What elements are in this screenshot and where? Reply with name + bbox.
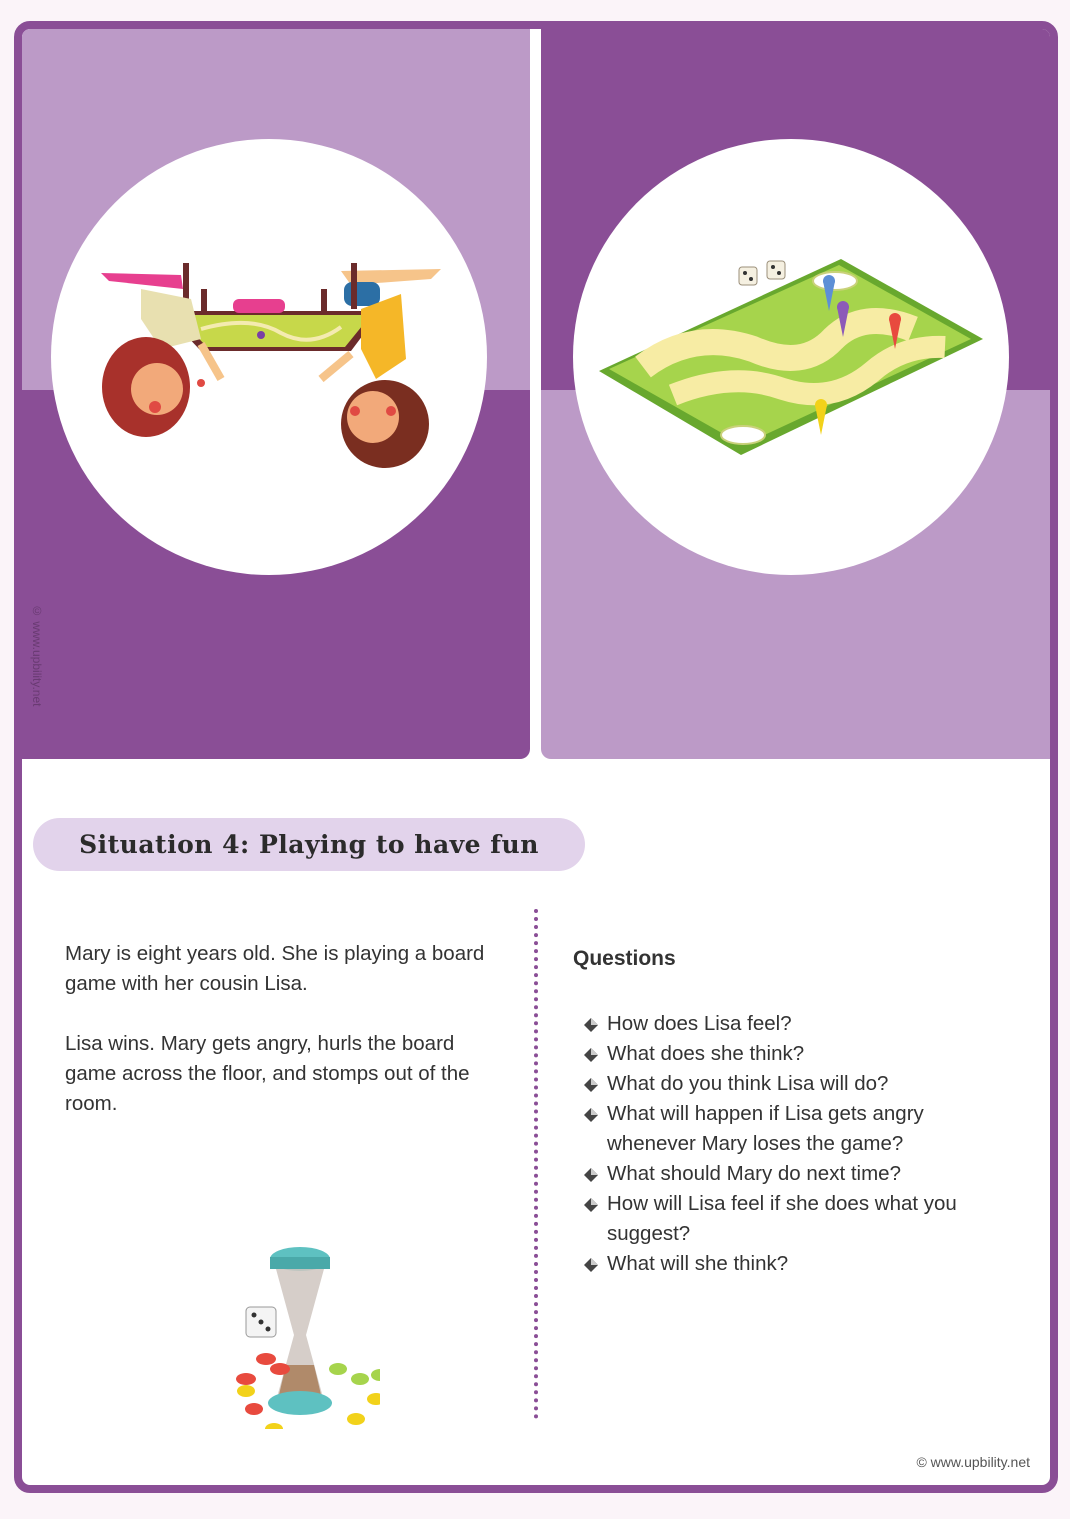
watermark: © www.upbility.net [30, 604, 44, 707]
diamond-bullet-icon [583, 1017, 599, 1033]
question-item: How will Lisa feel if she does what you suggest? [583, 1189, 1013, 1249]
story-paragraph: Mary is eight years old. She is playing a board game with her cousin Lisa. [65, 942, 485, 995]
board-game-illustration [573, 139, 1009, 575]
diamond-bullet-icon [583, 1107, 599, 1123]
diamond-bullet-icon [583, 1257, 599, 1273]
girls-playing-illustration [51, 139, 487, 575]
diamond-bullet-icon [583, 1047, 599, 1063]
dotted-divider [534, 909, 538, 1419]
question-item: How does Lisa feel? [583, 1009, 1013, 1039]
hourglass-illustration [210, 1239, 380, 1429]
situation-title-pill [33, 818, 585, 871]
diamond-bullet-icon [583, 1167, 599, 1183]
story-text [65, 939, 495, 1149]
worksheet-card [14, 21, 1058, 1493]
footer-copyright: © www.upbility.net [916, 1454, 1030, 1470]
situation-title: Situation 4: Playing to have fun [79, 830, 539, 859]
diamond-bullet-icon [583, 1077, 599, 1093]
question-item: What do you think Lisa will do? [583, 1069, 1013, 1099]
question-item: What should Mary do next time? [583, 1159, 1013, 1189]
question-item: What will she think? [583, 1249, 1013, 1279]
diamond-bullet-icon [583, 1197, 599, 1213]
question-item: What will happen if Lisa gets angry whenever Mary loses the game? [583, 1099, 1013, 1159]
questions-heading: Questions [573, 947, 676, 970]
questions-list [583, 1009, 1013, 1279]
story-paragraph: Lisa wins. Mary gets angry, hurls the board game across the floor, and stomps out of the room. [65, 1032, 470, 1115]
question-item: What does she think? [583, 1039, 1013, 1069]
